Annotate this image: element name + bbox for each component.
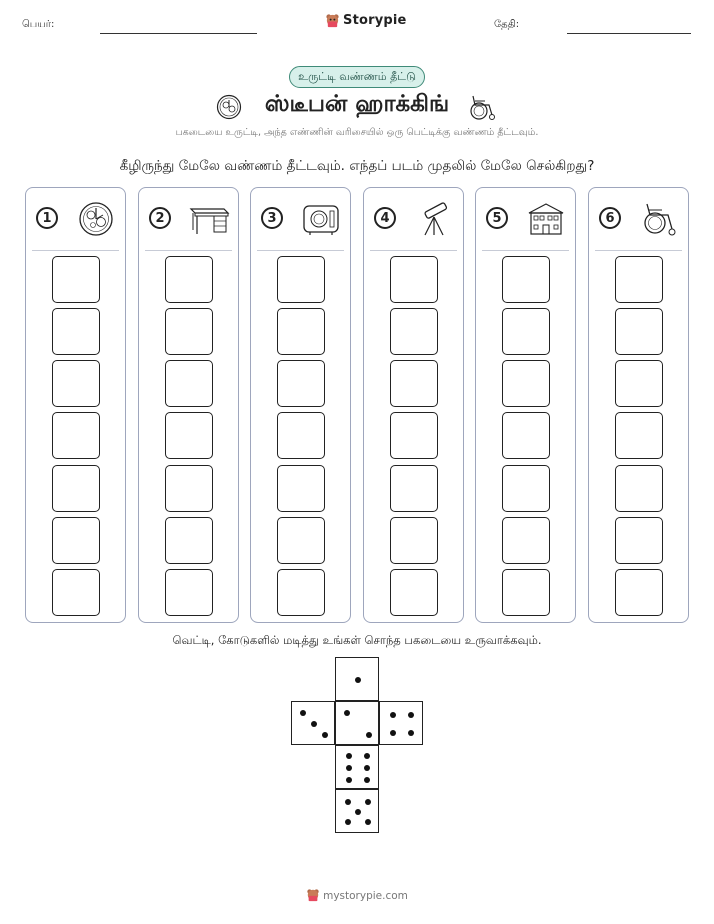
color-box[interactable]: [615, 517, 663, 564]
column-number: 6: [599, 207, 621, 229]
die-pip: [311, 721, 317, 727]
die-pip: [364, 765, 370, 771]
die-pip: [390, 730, 396, 736]
cut-instruction: வெட்டி, கோடுகளில் மடித்து உங்கள் சொந்த பகடையை உருவாக்கவும்.: [172, 633, 542, 647]
color-box[interactable]: [502, 308, 550, 355]
column-header: [251, 188, 350, 250]
clock-icon: [75, 201, 117, 237]
dice-column-6: [588, 187, 689, 623]
color-box[interactable]: [390, 517, 438, 564]
column-divider: [32, 250, 119, 251]
page-title: ஸ்டீபன் ஹாக்கிங்: [264, 91, 450, 117]
column-header: [139, 188, 238, 250]
color-box[interactable]: [165, 569, 213, 616]
university-building-icon: [525, 201, 567, 237]
color-box[interactable]: [277, 308, 325, 355]
footer: [0, 888, 714, 902]
die-face-6: [335, 745, 379, 789]
storypie-bear-icon: [325, 13, 340, 28]
color-box[interactable]: [52, 360, 100, 407]
color-box[interactable]: [615, 412, 663, 459]
color-box[interactable]: [277, 256, 325, 303]
die-face-3: [291, 701, 335, 745]
color-box[interactable]: [390, 465, 438, 512]
column-number: 1: [36, 207, 58, 229]
column-header: [26, 188, 125, 250]
column-number: 5: [486, 207, 508, 229]
die-pip: [345, 799, 351, 805]
color-box[interactable]: [277, 465, 325, 512]
color-box[interactable]: [502, 517, 550, 564]
column-header: [364, 188, 463, 250]
color-box[interactable]: [52, 256, 100, 303]
wheelchair-icon: [467, 93, 497, 121]
column-number: 4: [374, 207, 396, 229]
color-box[interactable]: [390, 256, 438, 303]
color-box[interactable]: [502, 569, 550, 616]
die-pip: [355, 809, 361, 815]
telescope-icon: [413, 201, 455, 237]
die-pip: [322, 732, 328, 738]
column-header: [476, 188, 575, 250]
die-pip: [390, 712, 396, 718]
dice-column-4: [363, 187, 464, 623]
die-pip: [344, 710, 350, 716]
activity-tag: உருட்டி வண்ணம் தீட்டு: [289, 66, 425, 88]
column-number: 2: [149, 207, 171, 229]
color-box[interactable]: [165, 360, 213, 407]
color-box[interactable]: [165, 412, 213, 459]
die-pip: [300, 710, 306, 716]
die-pip: [366, 732, 372, 738]
color-box[interactable]: [277, 569, 325, 616]
brand-logo: [325, 13, 407, 28]
color-box[interactable]: [615, 256, 663, 303]
color-box[interactable]: [390, 412, 438, 459]
die-face-1: [335, 657, 379, 701]
color-box[interactable]: [277, 517, 325, 564]
color-box[interactable]: [52, 308, 100, 355]
color-box[interactable]: [165, 465, 213, 512]
die-pip: [364, 753, 370, 759]
color-box[interactable]: [52, 465, 100, 512]
column-header: [589, 188, 688, 250]
color-box[interactable]: [390, 360, 438, 407]
color-box[interactable]: [615, 308, 663, 355]
die-pip: [346, 753, 352, 759]
color-box[interactable]: [502, 465, 550, 512]
color-box[interactable]: [52, 412, 100, 459]
die-face-4: [379, 701, 423, 745]
name-line[interactable]: [100, 33, 257, 34]
color-box[interactable]: [502, 256, 550, 303]
color-box[interactable]: [277, 360, 325, 407]
color-box[interactable]: [165, 256, 213, 303]
die-pip: [408, 712, 414, 718]
color-box[interactable]: [502, 360, 550, 407]
die-pip: [355, 677, 361, 683]
column-number: 3: [261, 207, 283, 229]
color-box[interactable]: [615, 360, 663, 407]
dice-column-5: [475, 187, 576, 623]
subtitle: பகடையை உருட்டி, அந்த எண்ணின் வரிசையில் ஒரு பெட்டிக்கு வண்ணம் தீட்டவும்.: [175, 127, 539, 138]
dice-column-2: [138, 187, 239, 623]
footer-url: mystorypie.com: [323, 890, 408, 902]
color-box[interactable]: [52, 517, 100, 564]
die-pip: [365, 799, 371, 805]
die-pip: [408, 730, 414, 736]
die-pip: [346, 777, 352, 783]
color-box[interactable]: [165, 308, 213, 355]
date-label: தேதி:: [494, 19, 520, 30]
die-pip: [346, 765, 352, 771]
color-box[interactable]: [615, 569, 663, 616]
die-pip: [364, 777, 370, 783]
color-box[interactable]: [52, 569, 100, 616]
desk-icon: [188, 201, 230, 237]
color-box[interactable]: [277, 412, 325, 459]
color-box[interactable]: [615, 465, 663, 512]
die-pip: [365, 819, 371, 825]
die-pip: [345, 819, 351, 825]
brand-name: Storypie: [343, 13, 407, 28]
column-divider: [370, 250, 457, 251]
wheelchair-icon: [638, 201, 680, 237]
date-line[interactable]: [567, 33, 691, 34]
instruction: கீழிருந்து மேலே வண்ணம் தீட்டவும். எந்தப் படம் முதலில் மேலே செல்கிறது?: [119, 158, 595, 174]
dice-column-3: [250, 187, 351, 623]
dice-column-1: [25, 187, 126, 623]
die-face-5: [335, 789, 379, 833]
radio-icon: [300, 201, 342, 237]
color-box[interactable]: [390, 308, 438, 355]
column-divider: [145, 250, 232, 251]
die-face-2: [335, 701, 379, 745]
column-divider: [257, 250, 344, 251]
column-divider: [595, 250, 682, 251]
name-label: பெயர்:: [22, 19, 55, 30]
color-box[interactable]: [390, 569, 438, 616]
color-box[interactable]: [502, 412, 550, 459]
storypie-bear-icon: [306, 888, 320, 902]
column-divider: [482, 250, 569, 251]
color-box[interactable]: [165, 517, 213, 564]
